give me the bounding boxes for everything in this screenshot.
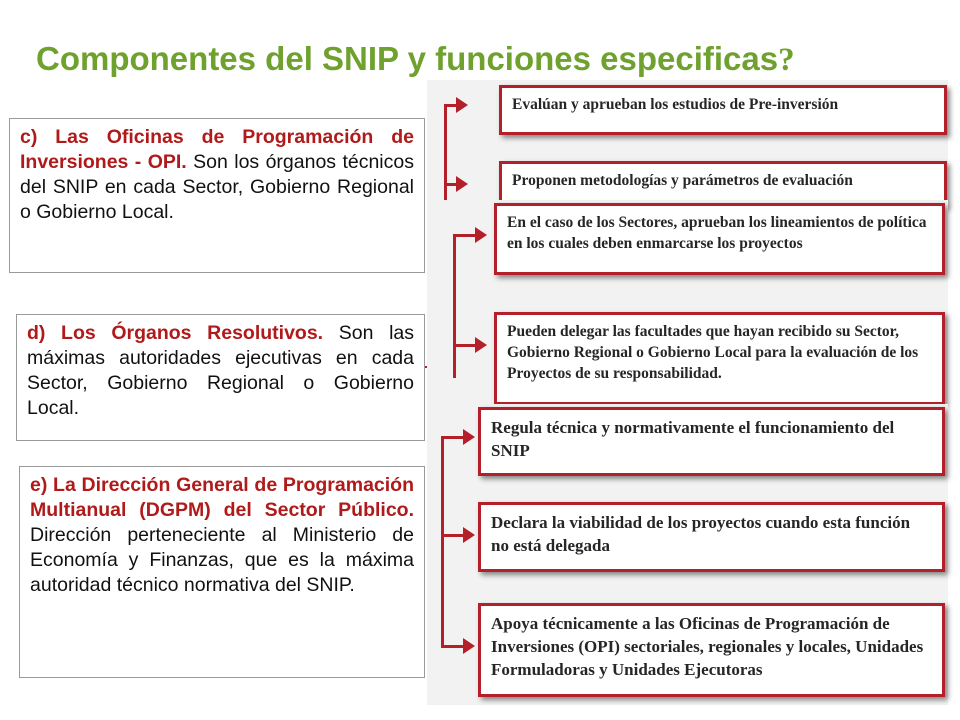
dgpm-function-3-text: Apoya técnicamente a las Oficinas de Programación de Inversiones (OPI) sectoriales, regionales y locales, Unidades Formuladoras y Unidades Ejecutoras	[491, 614, 924, 679]
opi-arrow-1	[456, 97, 468, 113]
opi-heading: c) Las Oficinas de Programación de Inversiones - OPI.	[20, 126, 414, 173]
dgpm-bracket-top	[441, 436, 463, 439]
or-function-1	[494, 203, 945, 275]
or-function-2	[494, 312, 945, 405]
dgpm-description	[19, 466, 425, 678]
or-body: Son las máximas autoridades ejecutivas en cada Sector, Gobierno Regional o Gobierno Local.	[27, 322, 414, 419]
dgpm-arrow-1	[463, 429, 475, 445]
dgpm-function-1	[478, 407, 945, 476]
opi-description	[9, 118, 425, 273]
dgpm-function-1-text: Regula técnica y normativamente el funcionamiento del SNIP	[491, 418, 895, 460]
opi-bracket-mid	[444, 183, 456, 186]
dgpm-bracket-vertical	[441, 436, 444, 648]
dgpm-arrow-2	[463, 527, 475, 543]
opi-body: Son los órganos técnicos del SNIP en cada Sector, Gobierno Regional o Gobierno Local.	[20, 151, 414, 223]
opi-function-2-text: Proponen metodologías y parámetros de evaluación	[512, 172, 853, 189]
page-title	[36, 40, 795, 79]
dgpm-heading: e) La Dirección General de Programación Multianual (DGPM) del Sector Público.	[30, 474, 414, 521]
or-arrow-1	[475, 227, 487, 243]
page-title-text: Componentes del SNIP y funciones especificas	[36, 40, 779, 77]
dgpm-bracket-mid	[441, 534, 463, 537]
dgpm-bracket-bottom	[441, 645, 463, 648]
opi-arrow-2	[456, 176, 468, 192]
or-functions-panel	[427, 200, 948, 405]
opi-function-1-text: Evalúan y aprueban los estudios de Pre-inversión	[512, 96, 839, 113]
or-bracket-vertical	[453, 234, 456, 378]
page-title-qmark: ?	[778, 42, 795, 78]
or-function-1-text: En el caso de los Sectores, aprueban los lineamientos de política en los cuales deben enmarcarse los proyectos	[507, 214, 927, 252]
dgpm-function-2-text: Declara la viabilidad de los proyectos cuando esta función no está delegada	[491, 513, 911, 555]
or-bracket-top	[453, 234, 475, 237]
or-bracket-bottom	[453, 344, 475, 347]
dgpm-body: Dirección perteneciente al Ministerio de Economía y Finanzas, que es la máxima autoridad técnico normativa del SNIP.	[30, 524, 414, 596]
dgpm-function-3	[478, 603, 945, 697]
dgpm-function-2	[478, 502, 945, 572]
or-arrow-2	[475, 337, 487, 353]
dgpm-arrow-3	[463, 638, 475, 654]
dgpm-functions-panel	[427, 404, 948, 705]
opi-function-1	[499, 85, 947, 135]
or-description	[16, 314, 425, 441]
or-heading: d) Los Órganos Resolutivos.	[27, 322, 324, 344]
opi-bracket-top	[444, 104, 456, 107]
or-function-2-text: Pueden delegar las facultades que hayan recibido su Sector, Gobierno Regional o Gobierno Local para la evaluación de los Proyectos de su responsabilidad.	[507, 323, 919, 382]
